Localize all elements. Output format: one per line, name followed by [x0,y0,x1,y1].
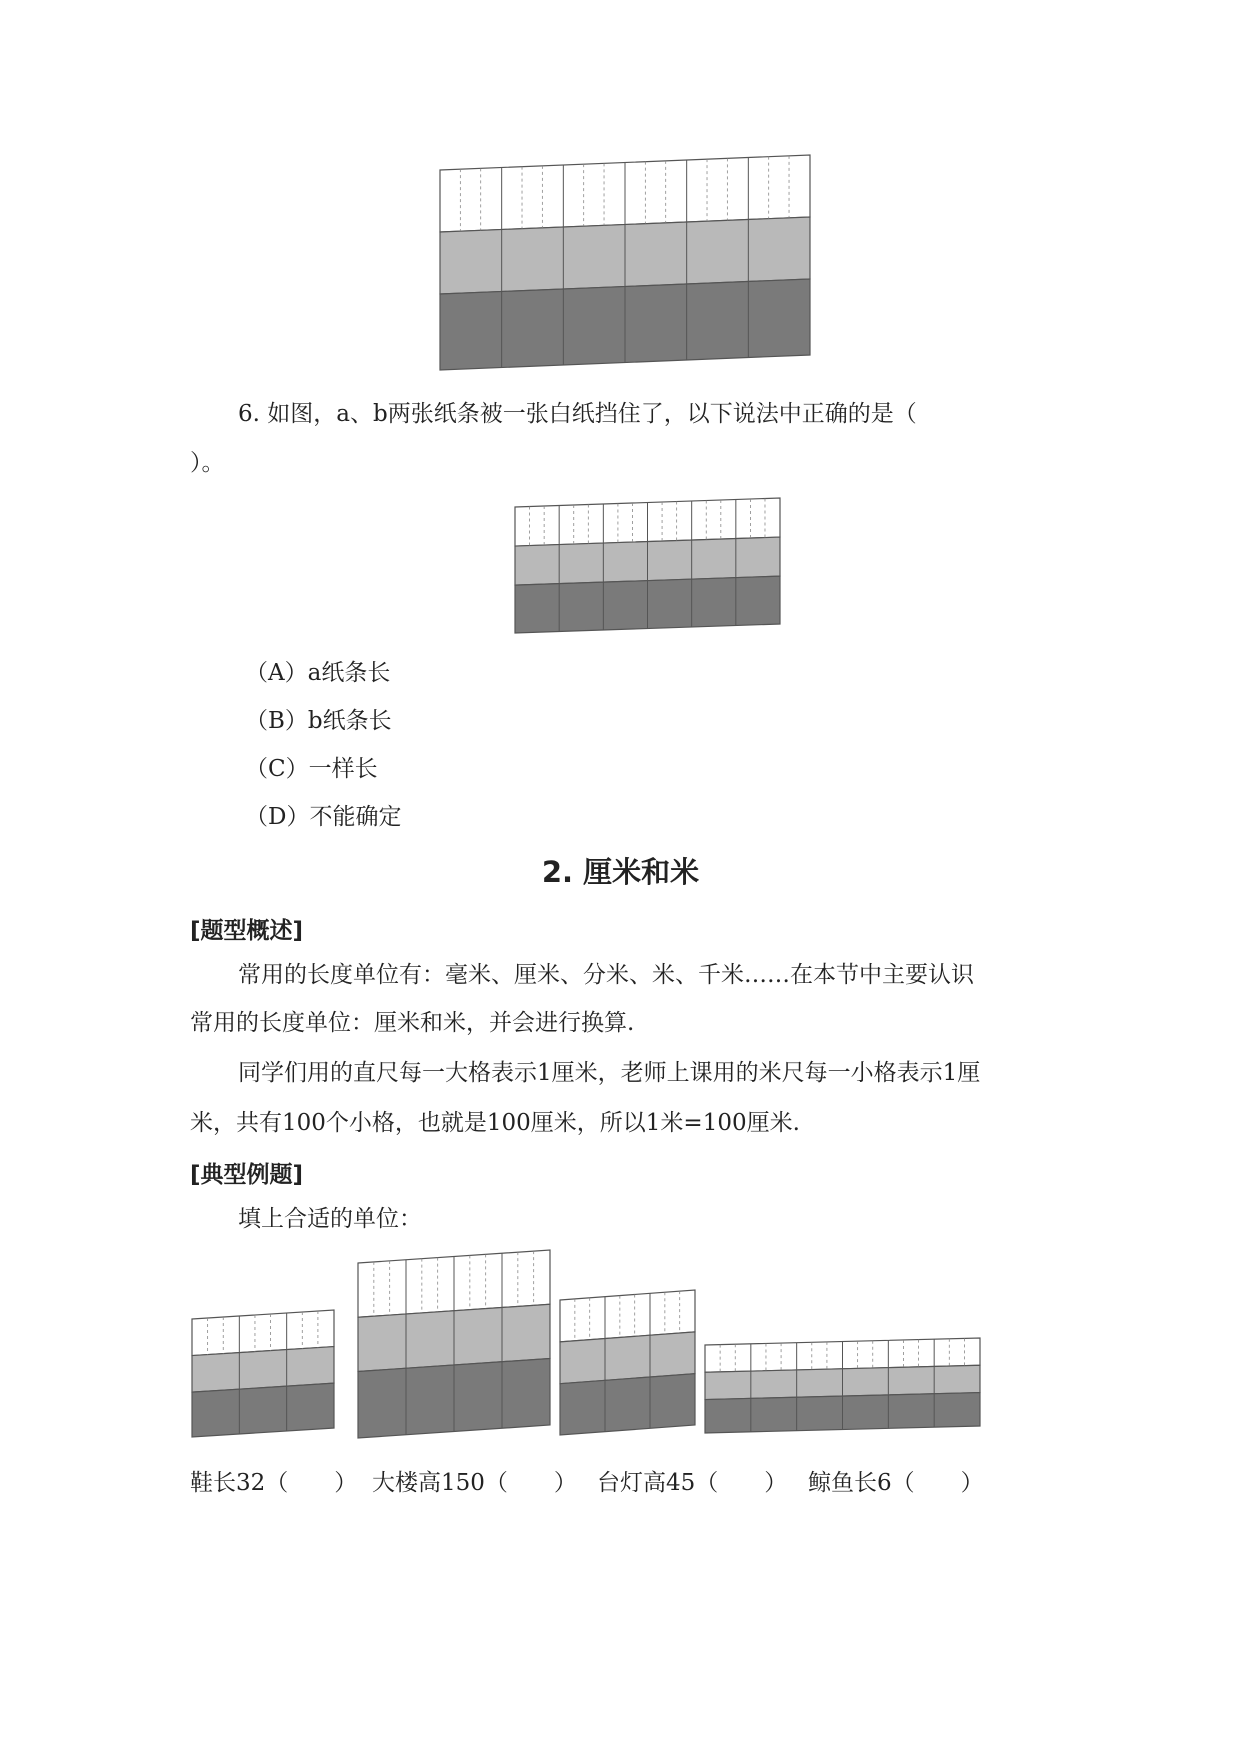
blank-shoe: 鞋长32（ ） [190,1470,358,1496]
overview-paragraph-2: 同学们用的直尺每一大格表示1厘米，老师上课用的米尺每一小格表示1厘 [238,1060,981,1086]
option-c: （C）一样长 [245,756,378,782]
figure-building [358,1250,550,1438]
figure-question-6 [515,498,780,633]
example-prompt: 填上合适的单位： [238,1206,422,1232]
dark-strip [560,1374,695,1435]
figure-lamp [560,1290,695,1435]
dark-strip [192,1383,334,1437]
overview-paragraph-1-cont: 常用的长度单位：厘米和米，并会进行换算. [190,1010,635,1036]
overview-paragraph-2-cont: 米，共有100个小格，也就是100厘米，所以1米=100厘米. [190,1110,800,1136]
option-a: （A）a纸条长 [245,660,391,686]
overview-label: [题型概述] [190,918,304,944]
overview-paragraph-1: 常用的长度单位有：毫米、厘米、分米、米、千米……在本节中主要认识 [238,962,974,988]
blank-lamp: 台灯高45（ ） [597,1470,788,1496]
figure-shoe [192,1310,334,1437]
option-d: （D）不能确定 [245,804,402,830]
option-b: （B）b纸条长 [245,708,392,734]
blank-building: 大楼高150（ ） [372,1470,577,1496]
blank-whale: 鲸鱼长6（ ） [808,1470,984,1496]
figure-top [440,155,810,370]
example-label: [典型例题] [190,1162,304,1188]
question-6-text: 6. 如图，a、b两张纸条被一张白纸挡住了，以下说法中正确的是（ [238,401,917,427]
question-6-text-cont: ）。 [190,450,225,476]
section-title: 2. 厘米和米 [541,855,700,889]
figure-whale [705,1338,980,1433]
